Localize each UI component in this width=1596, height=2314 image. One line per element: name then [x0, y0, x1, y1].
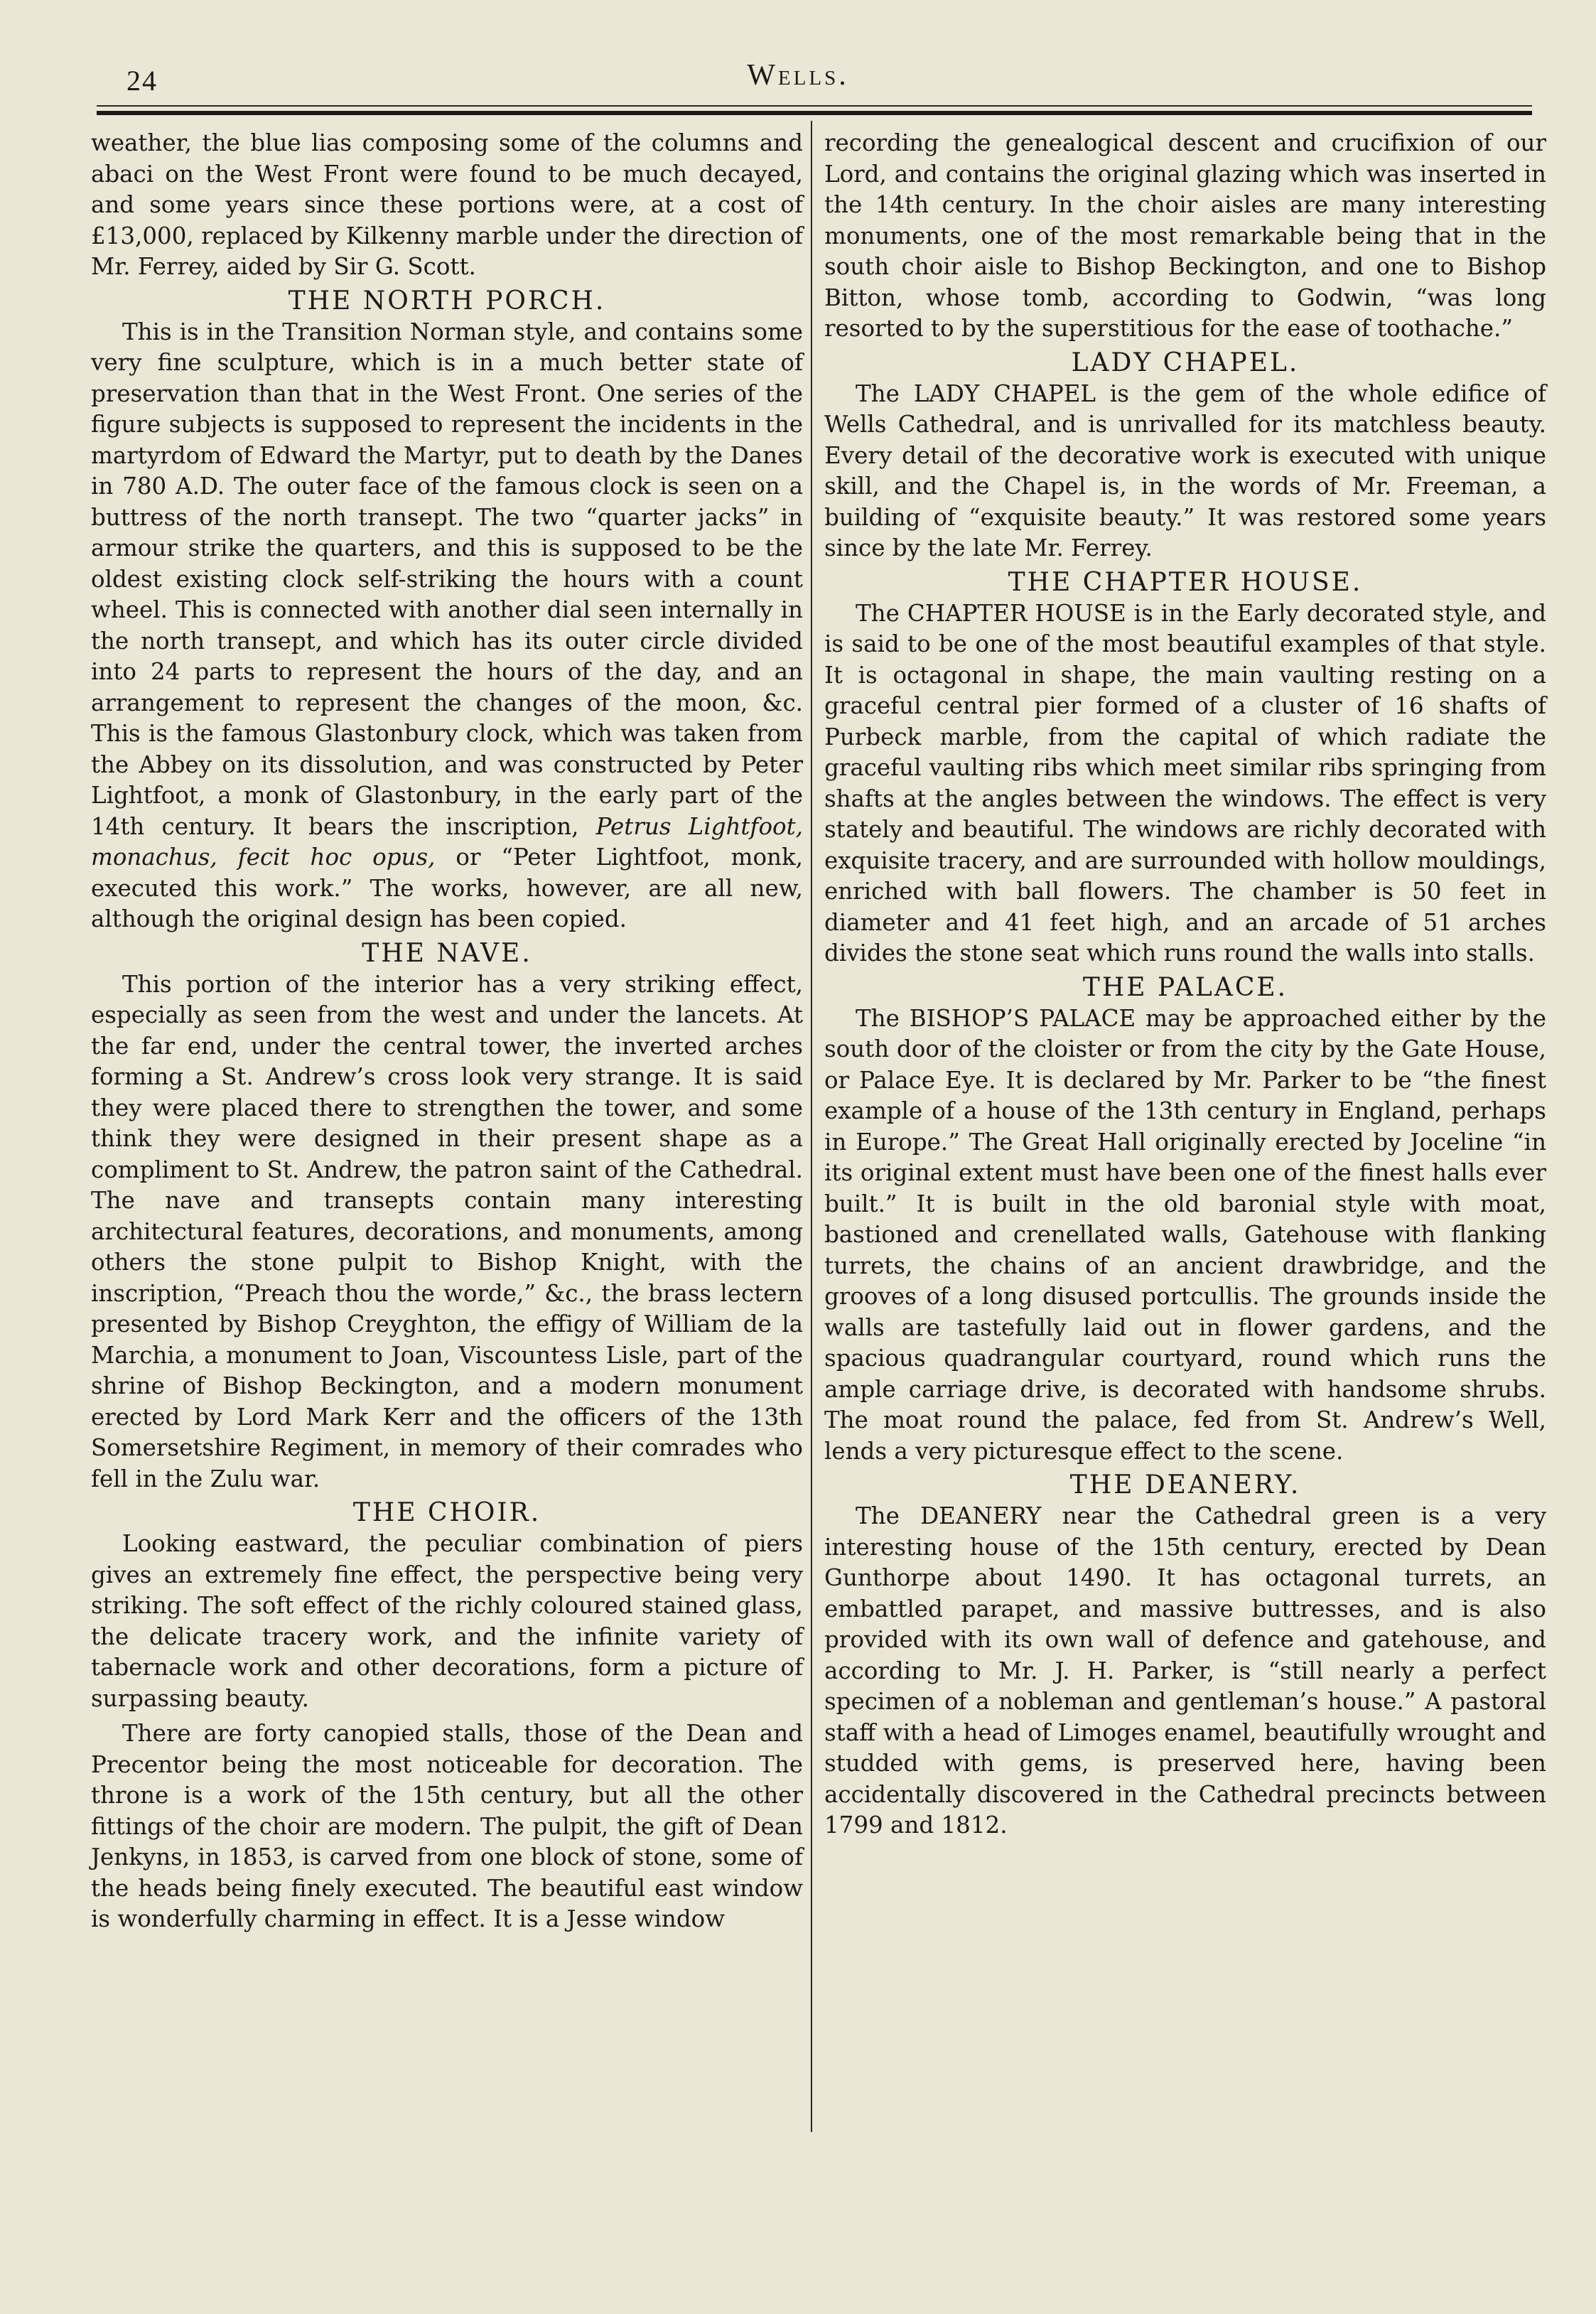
choir-paragraph-2: There are forty canopied stalls, those of the Dean and Precentor being the most noticeable for decoration. The throne is a work of the 15th century, but all the other fittings of the choir are modern. The pulpit, the gift of Dean Jenkyns, in 1853, is carved from one block of stone, some of the heads being finely executed. The beautiful east window is wonderfully charming in effect. It is a Jesse window: [91, 1720, 803, 1932]
column-divider: [811, 121, 812, 2132]
lady-chapel-paragraph: The LADY CHAPEL is the gem of the whole edifice of Wells Cathedral, and is unrivalled for its matchless beauty. Every detail of the decorative work is executed with unique skill, and the Chapel is, in the words of Mr. Freeman, a building of “exquisite beauty.” It was restored some years since by the late Mr. Ferrey.: [824, 380, 1546, 561]
north-porch-text-2: or “Peter Lightfoot, monk, executed this work.” The works, however, are all new, although the original design has been copied.: [91, 844, 803, 932]
heading-north-porch: THE NORTH PORCH.: [288, 286, 606, 316]
right-column: [824, 128, 1546, 1841]
heading-chapter-house: THE CHAPTER HOUSE.: [1008, 567, 1363, 597]
heading-lady-chapel: LADY CHAPEL.: [1071, 348, 1300, 377]
heading-nave: THE NAVE.: [362, 938, 532, 968]
left-column: [91, 128, 803, 1935]
north-porch-text-1: This is in the Transition Norman style, and contains some very fine sculpture, which is in a much better state of preservation than that in the West Front. One series of the figure subjects is supposed to represent the incidents in the martyrdom of Edward the Martyr, put to death by the Danes in 780 A.D. The outer face of the famous clock is seen on a buttress of the north transept. The two “quarter jacks” in armour strike the quarters, and this is supposed to be the oldest existing clock self-striking the hours with a count wheel. This is connected with another dial seen internally in the north transept, and which has its outer circle divided into 24 parts to represent the hours of the day, and an arrangement to represent the changes of the moon, &c. This is the famous Glastonbury clock, which was taken from the Abbey on its dissolution, and was constructed by Peter Lightfoot, a monk of Glastonbury, in the early part of the 14th century. It bears the inscription,: [91, 318, 803, 840]
nave-paragraph: This portion of the interior has a very striking effect, especially as seen from the west and under the lancets. At the far end, under the central tower, the inverted arches forming a St. Andrew’s cross look very strange. It is said they were placed there to strengthen the tower, and some think they were designed in their present shape as a compliment to St. Andrew, the patron saint of the Cathedral. The nave and transepts contain many interesting architectural features, decorations, and monuments, among others the stone pulpit to Bishop Knight, with the inscription, “Preach thou the worde,” &c., the brass lectern presented by Bishop Creyghton, the effigy of William de la Marchia, a monument to Joan, Viscountess Lisle, part of the shrine of Bishop Beckington, and a modern monument erected by Lord Mark Kerr and the officers of the 13th Somersetshire Regiment, in memory of their comrades who fell in the Zulu war.: [91, 970, 803, 1492]
header-rule-thick: [97, 111, 1532, 115]
north-porch-paragraph: [91, 317, 803, 935]
header-rule-thin: [97, 105, 1532, 107]
west-front-continuation: weather, the blue lias composing some of the columns and abaci on the West Front were found to be much decayed, and some years since these portions were, at a cost of £13,000, replaced by Kilkenny marble under the direction of Mr. Ferrey, aided by Sir G. Scott.: [91, 129, 803, 280]
page-number: 24: [126, 65, 158, 97]
heading-palace: THE PALACE.: [1082, 972, 1288, 1002]
heading-choir: THE CHOIR.: [352, 1498, 541, 1527]
chapter-house-paragraph: The CHAPTER HOUSE is in the Early decorated style, and is said to be one of the most beautiful examples of that style. It is octagonal in shape, the main vaulting resting on a graceful central pier formed of a cluster of 16 shafts of Purbeck marble, from the capital of which radiate the graceful vaulting ribs which meet similar ribs springing from shafts at the angles between the windows. The effect is very stately and beautiful. The windows are richly decorated with exquisite tracery, and are surrounded with hollow mouldings, enriched with ball flowers. The chamber is 50 feet in diameter and 41 feet high, and an arcade of 51 arches divides the stone seat which runs round the walls into stalls.: [824, 599, 1546, 967]
deanery-paragraph: The DEANERY near the Cathedral green is a very interesting house of the 15th century, erected by Dean Gunthorpe about 1490. It has octagonal turrets, an embattled parapet, and massive buttresses, and is also provided with its own wall of defence and gatehouse, and according to Mr. J. H. Parker, is “still nearly a perfect specimen of a nobleman and gentleman’s house.” A pastoral staff with a head of Limoges enamel, beautifully wrought and studded with gems, is preserved here, having been accidentally discovered in the Cathedral precincts between 1799 and 1812.: [824, 1502, 1546, 1839]
palace-paragraph: The BISHOP’S PALACE may be approached either by the south door of the cloister or from the city by the Gate House, or Palace Eye. It is declared by Mr. Parker to be “the finest example of a house of the 13th century in England, perhaps in Europe.” The Great Hall originally erected by Joceline “in its original extent must have been one of the finest halls ever built.” It is built in the old baronial style with moat, bastioned and crenellated walls, Gatehouse with flanking turrets, the chains of an ancient drawbridge, and the grooves of a long disused portcullis. The grounds inside the walls are tastefully laid out in flower gardens, and the spacious quadrangular courtyard, round which runs the ample carriage drive, is decorated with handsome shrubs. The moat round the palace, fed from St. Andrew’s Well, lends a very picturesque effect to the scene.: [824, 1004, 1546, 1465]
lightfoot-inscription: Petrus Lightfoot, monachus, fecit hoc opus,: [91, 812, 803, 871]
heading-deanery: THE DEANERY.: [1069, 1470, 1301, 1500]
choir-continuation: recording the genealogical descent and crucifixion of our Lord, and contains the original glazing which was inserted in the 14th century. In the choir aisles are many interesting monuments, one of the most remarkable being that in the south choir aisle to Bishop Beckington, and one to Bishop Bitton, whose tomb, according to Godwin, “was long resorted to by the superstitious for the ease of toothache.”: [824, 129, 1546, 342]
running-title: Wells.: [747, 59, 849, 92]
choir-paragraph-1: Looking eastward, the peculiar combination of piers gives an extremely fine effect, the perspective being very striking. The soft effect of the richly coloured stained glass, the delicate tracery work, and the infinite variety of tabernacle work and other decorations, form a picture of surpassing beauty.: [91, 1530, 803, 1712]
